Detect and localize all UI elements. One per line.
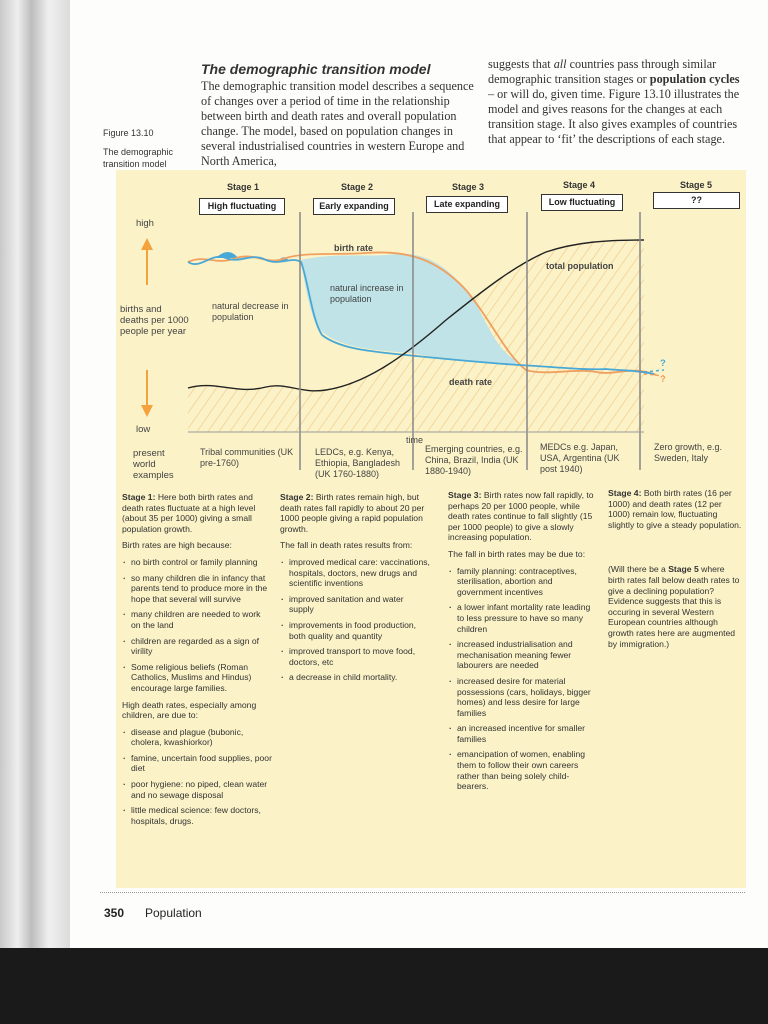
stage3-box: Late expanding [426, 196, 508, 213]
list-item: · an increased incentive for smaller families [448, 723, 596, 744]
section-title: The demographic transition model [201, 61, 431, 77]
stage5-note-text: where birth rates fall below death rates to give a declining population? Evidence suggests that this is occuring in several Western European countries although growth rates here are augmented by immigration.) [608, 564, 740, 649]
stage2-heading: Stage 2 [340, 182, 373, 192]
figure-caption-text: The demographic transition model [103, 147, 174, 169]
list-item: · a decrease in child mortality. [280, 672, 430, 683]
list-item: · emancipation of women, enabling them to follow their own careers rather than being solely child-bearers. [448, 749, 596, 791]
book-spine [0, 0, 70, 1024]
stage1-intro-text: Here both birth rates and death rates fluctuate at a high level (about 35 per 1000) giving a small population growth. [122, 492, 256, 534]
y-high-label: high [136, 218, 154, 229]
examples-label: present world examples [133, 448, 174, 481]
demographic-chart [116, 170, 746, 470]
list-item: · a lower infant mortality rate leading to less pressure to have so many children [448, 602, 596, 634]
intro-column-1: The demographic transition model describes a sequence of changes over a period of time in the relationship between birth and death rates and overall population change. The model, based on population changes in several industrialised countries in western Europe and North America, [201, 79, 474, 168]
stage5-example: Zero growth, e.g. Sweden, Italy [654, 442, 723, 463]
list-item: · no birth control or family planning [122, 557, 272, 568]
x-axis-label: time [406, 435, 424, 445]
list-item: · improved medical care: vaccinations, hospitals, doctors, new drugs and scientific inventions [280, 557, 430, 589]
y-low-label: low [136, 424, 151, 435]
stage2-intro [280, 492, 430, 534]
birth-rate-label: birth rate [334, 243, 374, 253]
total-population-label: total population [546, 261, 614, 271]
figure-number: Figure 13.10 [103, 128, 154, 138]
list-item: · improved sanitation and water supply [280, 594, 430, 615]
stage4-intro-bold: Stage 4: [608, 488, 642, 498]
scan-shadow [0, 948, 768, 1024]
y-axis-label: births and deaths per 1000 people per year [120, 304, 189, 337]
list-item: · Some religious beliefs (Roman Catholics, Muslims and Hindus) encourage large families. [122, 662, 272, 694]
stage4-box: Low fluctuating [541, 194, 623, 211]
stage5-note-text: (Will there be a [608, 564, 669, 575]
intro-bold-term: population cycles [649, 72, 740, 86]
figure-caption [103, 127, 183, 170]
natural-decrease-label: natural decrease in population [212, 301, 289, 322]
stage5-heading: Stage 5 [679, 180, 712, 190]
stage3-intro-bold: Stage 3: [448, 490, 482, 500]
stage1-intro [122, 492, 272, 534]
stage3-intro-text: Birth rates now fall rapidly, to perhaps 20 per 1000 people, while death rates continue to fall slightly (15 per 1000 people) to give a slowly increasing population. [448, 490, 594, 543]
stage1-birth-heading: Birth rates are high because: [122, 540, 232, 551]
section-name: Population [145, 906, 202, 920]
list-item: · famine, uncertain food supplies, poor diet [122, 753, 272, 774]
list-item: · little medical science: few doctors, hospitals, drugs. [122, 805, 272, 826]
intro-column-2 [488, 57, 743, 147]
stage3-heading: Stage 3 [451, 182, 484, 192]
list-item: · so many children die in infancy that parents tend to produce more in the hope that several will survive [122, 573, 272, 605]
list-item: · poor hygiene: no piped, clean water and no sewage disposal [122, 779, 272, 800]
intro-text: – or will do, given time. Figure 13.10 illustrates the model and gives reasons for the changes at each transition stage. It also gives examples of countries that appear to ‘fit’ the descriptions of each stage. [488, 87, 740, 146]
list-item: · improved transport to move food, doctors, etc [280, 646, 430, 667]
list-item: · children are regarded as a sign of virility [122, 636, 272, 657]
stage3-example: Emerging countries, e.g. China, Brazil, India (UK 1880-1940) [425, 444, 523, 476]
stage5-box: ?? [653, 192, 740, 209]
stage5-birth-question: ? [660, 374, 666, 385]
stage2-box: Early expanding [313, 198, 395, 215]
stage1-birth-list [122, 557, 272, 694]
page-number: 350 [104, 906, 125, 920]
footer-rule [100, 892, 745, 893]
stage2-intro-bold: Stage 2: [280, 492, 314, 502]
intro-text: countries pass through similar demographic transition stages or [488, 57, 717, 86]
stage2-heading: The fall in death rates results from: [280, 540, 413, 551]
list-item: · increased industrialisation and mechanisation meaning fewer labourers are needed [448, 639, 596, 671]
stage2-column [280, 492, 430, 688]
intro-emphasis: all [553, 57, 567, 71]
stage4-intro-text: Both birth rates (16 per 1000) and death rates (12 per 1000) remain low, fluctuating slightly to give a steady population. [608, 488, 742, 530]
stage4-column [608, 488, 742, 655]
stage1-intro-bold: Stage 1: [122, 492, 156, 502]
stage3-heading: The fall in birth rates may be due to: [448, 548, 586, 559]
list-item: · increased desire for material possessions (cars, holidays, bigger homes) and less desire for large families [448, 676, 596, 718]
stage4-heading: Stage 4 [562, 180, 595, 190]
stage4-intro [608, 488, 742, 530]
list-item: · improvements in food production, both quality and quantity [280, 620, 430, 641]
intro-text: suggests that [488, 57, 554, 71]
high-arrow-icon [141, 238, 153, 285]
stage2-list [280, 557, 430, 683]
list-item: · disease and plague (bubonic, cholera, kwashiorkor) [122, 727, 272, 748]
low-arrow-icon [141, 370, 153, 417]
stage2-example: LEDCs, e.g. Kenya, Ethiopia, Bangladesh (UK 1760-1880) [315, 447, 401, 479]
stage2-intro-text: Birth rates remain high, but death rates fall rapidly to about 20 per 1000 people giving a rapid population growth. [280, 492, 425, 534]
natural-increase-label: natural increase in population [330, 283, 404, 304]
list-item: · family planning: contraceptives, sterilisation, abortion and government incentives [448, 566, 596, 598]
figure-panel [116, 170, 746, 888]
stage3-list [448, 566, 596, 792]
list-item: · many children are needed to work on the land [122, 609, 272, 630]
stage1-death-heading: High death rates, especially among children, are due to: [122, 699, 257, 721]
death-rate-label: death rate [449, 377, 493, 387]
stage1-box: High fluctuating [199, 198, 285, 215]
stage1-column [122, 492, 272, 831]
stage1-heading: Stage 1 [226, 182, 259, 192]
stage3-column [448, 490, 596, 797]
stage5-note [608, 564, 742, 649]
stage1-death-list [122, 727, 272, 827]
stage5-death-question: ? [660, 358, 666, 369]
stage4-example: MEDCs e.g. Japan, USA, Argentina (UK post 1940) [540, 442, 620, 474]
stage3-intro [448, 490, 596, 543]
stage5-note-bold: Stage 5 [668, 564, 699, 575]
stage1-example: Tribal communities (UK pre-1760) [200, 447, 294, 468]
